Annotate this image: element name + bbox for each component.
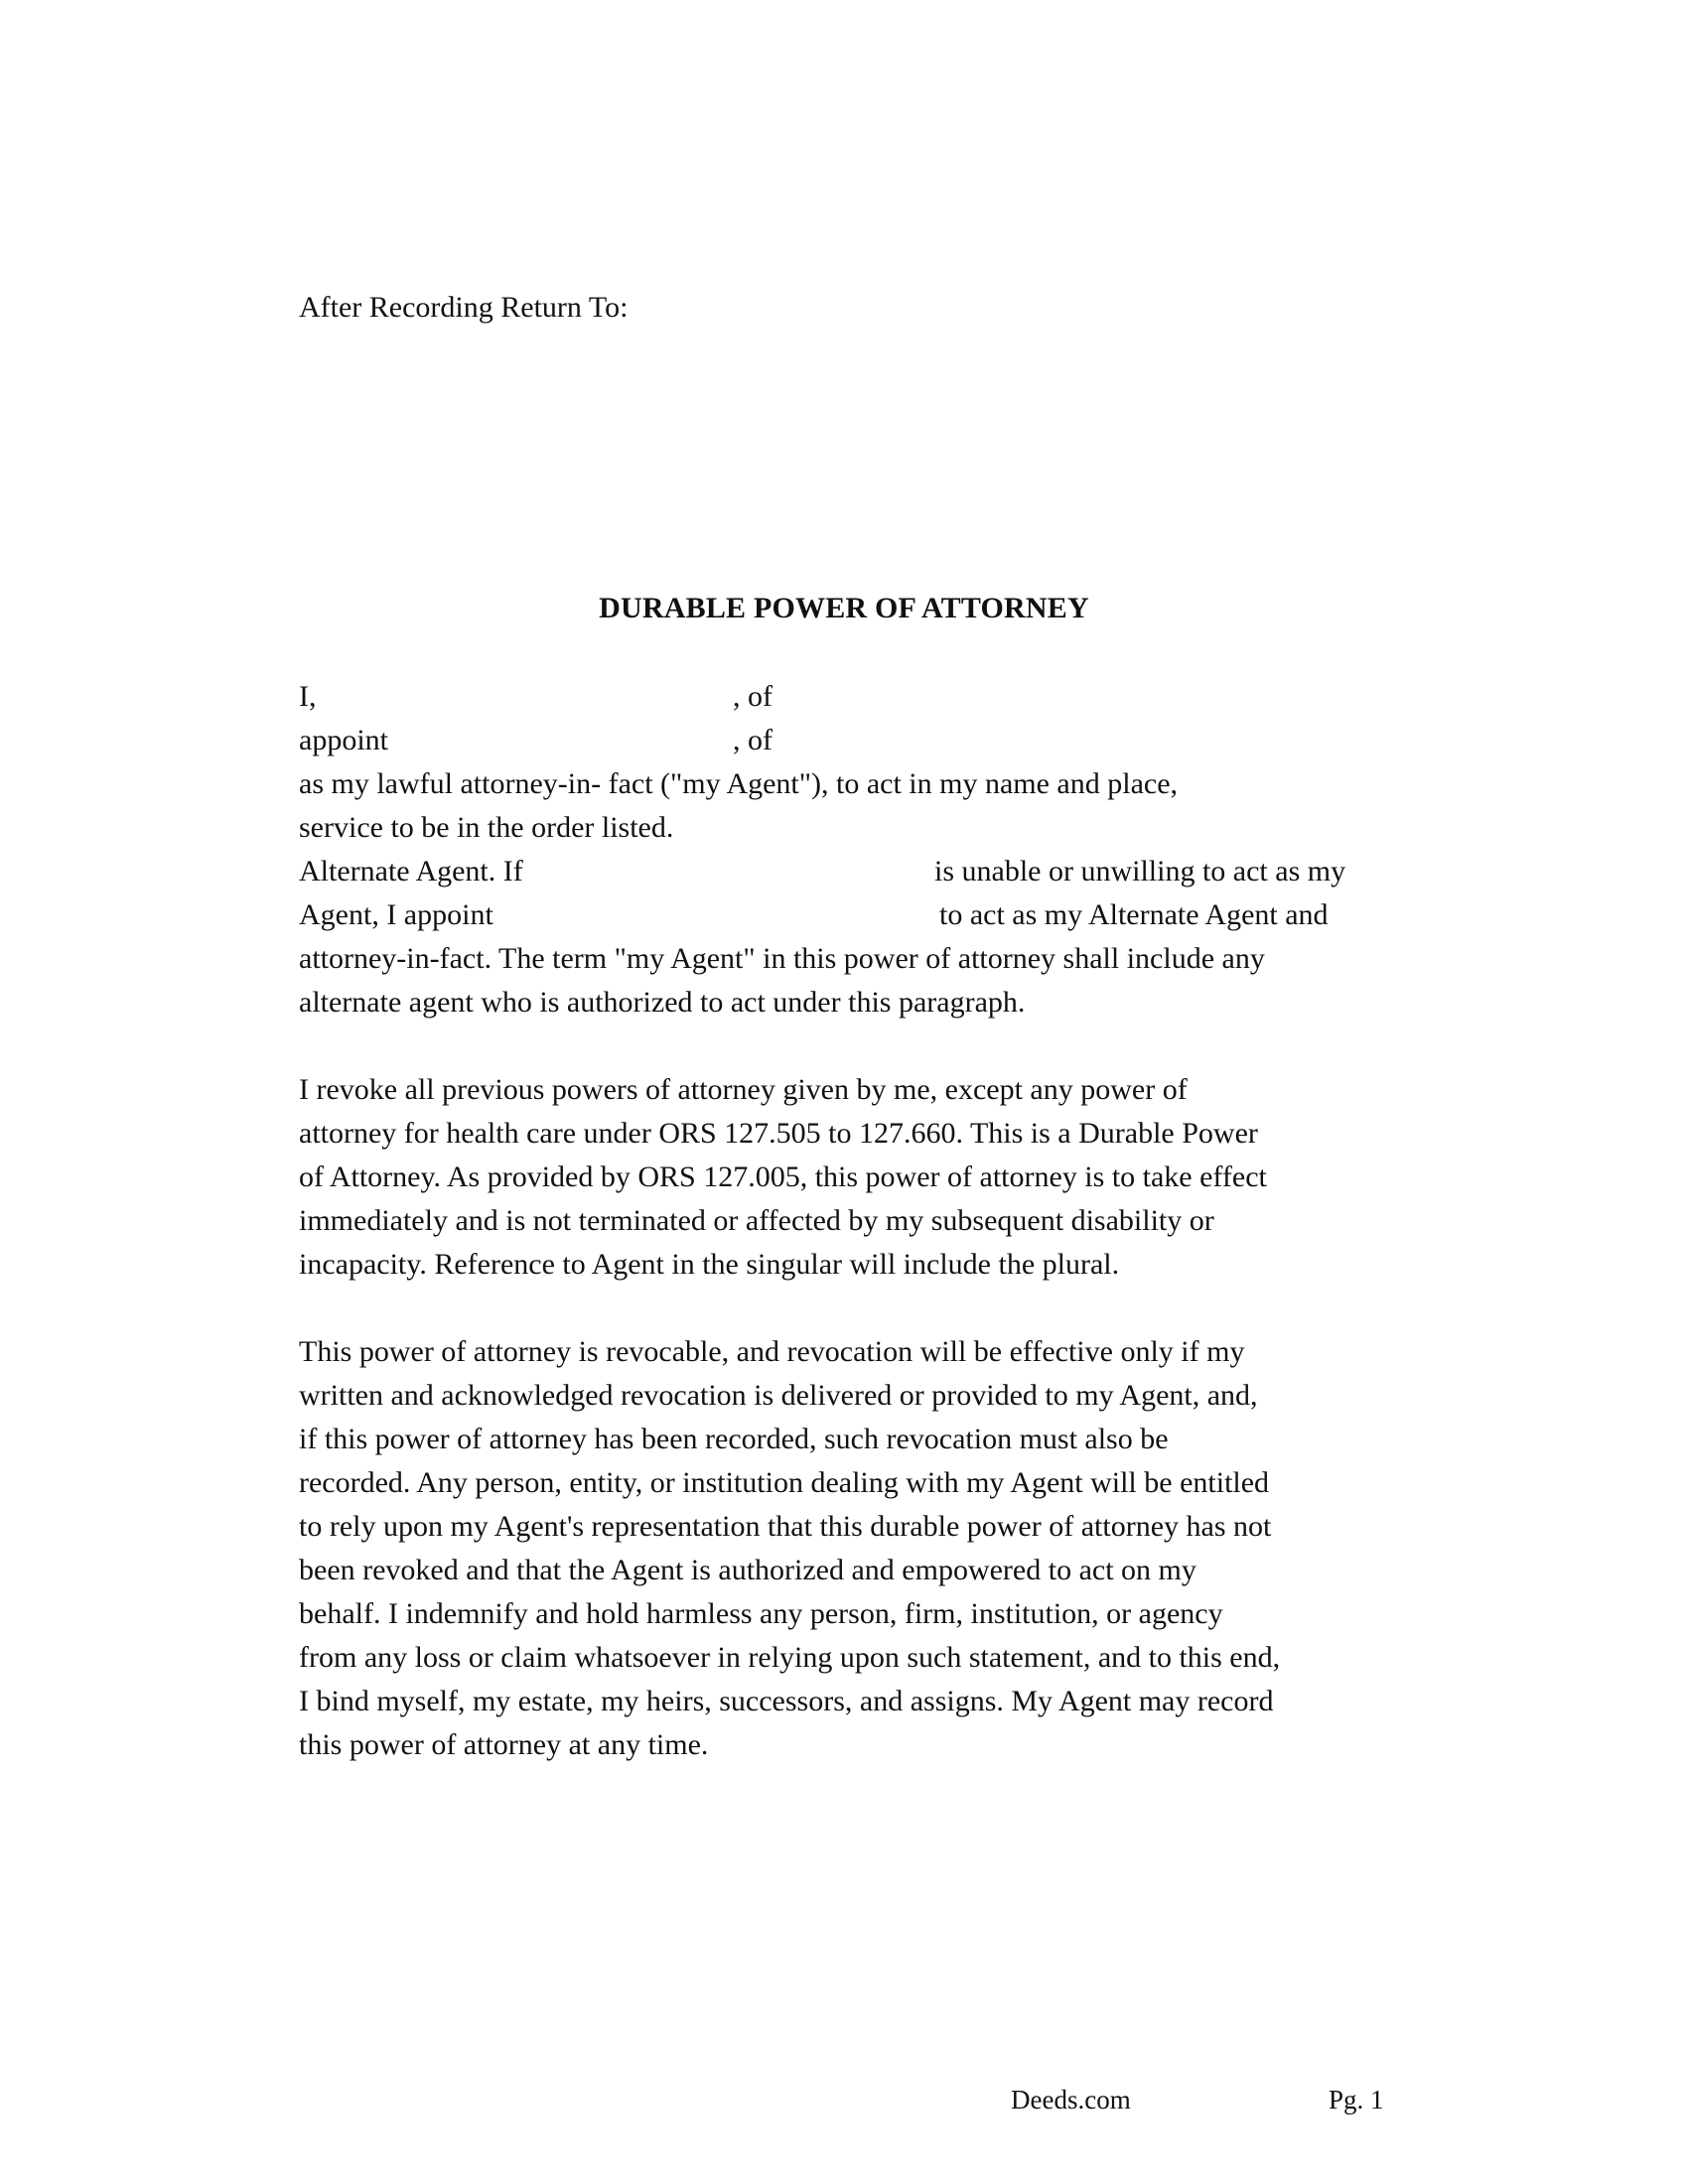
document-title: DURABLE POWER OF ATTORNEY: [599, 592, 1089, 624]
intro-text-line: service to be in the order listed.: [299, 811, 674, 844]
principal-line: [299, 675, 1391, 719]
revoke-paragraph: [299, 1068, 1391, 1287]
paragraph-line: immediately and is not terminated or affected by my subsequent disability or: [299, 1204, 1214, 1237]
intro-paragraph: [299, 675, 1391, 1024]
alternate-appoint-prefix: Agent, I appoint: [299, 898, 493, 931]
paragraph-line: to rely upon my Agent's representation that this durable power of attorney has not: [299, 1510, 1272, 1543]
agent-suffix: , of: [733, 724, 773, 756]
paragraph-line: recorded. Any person, entity, or institution dealing with my Agent will be entitled: [299, 1466, 1270, 1499]
intro-text-line: alternate agent who is authorized to act under this paragraph.: [299, 986, 1026, 1019]
page-number: Pg. 1: [1329, 2085, 1384, 2115]
paragraph-line: written and acknowledged revocation is delivered or provided to my Agent, and,: [299, 1379, 1258, 1412]
intro-text-line: as my lawful attorney-in- fact ("my Agent"), to act in my name and place,: [299, 767, 1179, 800]
principal-prefix: I,: [299, 680, 317, 713]
paragraph-line: been revoked and that the Agent is authorized and empowered to act on my: [299, 1554, 1196, 1586]
paragraph-line: from any loss or claim whatsoever in relying upon such statement, and to this end,: [299, 1641, 1281, 1674]
alternate-agent-line: [299, 850, 1391, 893]
principal-suffix: , of: [733, 680, 773, 713]
intro-text-line: attorney-in-fact. The term "my Agent" in this power of attorney shall include any: [299, 942, 1265, 975]
alternate-agent-prefix: Alternate Agent. If: [299, 855, 523, 887]
paragraph-line: attorney for health care under ORS 127.505 to 127.660. This is a Durable Power: [299, 1117, 1258, 1150]
paragraph-line: I revoke all previous powers of attorney given by me, except any power of: [299, 1073, 1188, 1106]
paragraph-line: incapacity. Reference to Agent in the singular will include the plural.: [299, 1248, 1120, 1281]
alternate-appoint-line: [299, 893, 1391, 937]
return-to-label: After Recording Return To:: [299, 291, 629, 324]
paragraph-line: This power of attorney is revocable, and revocation will be effective only if my: [299, 1335, 1245, 1368]
paragraph-line: I bind myself, my estate, my heirs, successors, and assigns. My Agent may record: [299, 1685, 1274, 1717]
agent-line: [299, 719, 1391, 762]
alternate-agent-suffix: is unable or unwilling to act as my: [934, 855, 1346, 887]
alternate-appoint-suffix: to act as my Alternate Agent and: [939, 898, 1329, 931]
paragraph-line: if this power of attorney has been recorded, such revocation must also be: [299, 1423, 1169, 1455]
paragraph-line: of Attorney. As provided by ORS 127.005, this power of attorney is to take effect: [299, 1160, 1267, 1193]
footer-site-name: Deeds.com: [1011, 2085, 1131, 2115]
paragraph-line: behalf. I indemnify and hold harmless any person, firm, institution, or agency: [299, 1597, 1223, 1630]
agent-prefix: appoint: [299, 724, 388, 756]
paragraph-line: this power of attorney at any time.: [299, 1728, 709, 1761]
revocable-paragraph: [299, 1330, 1391, 1767]
